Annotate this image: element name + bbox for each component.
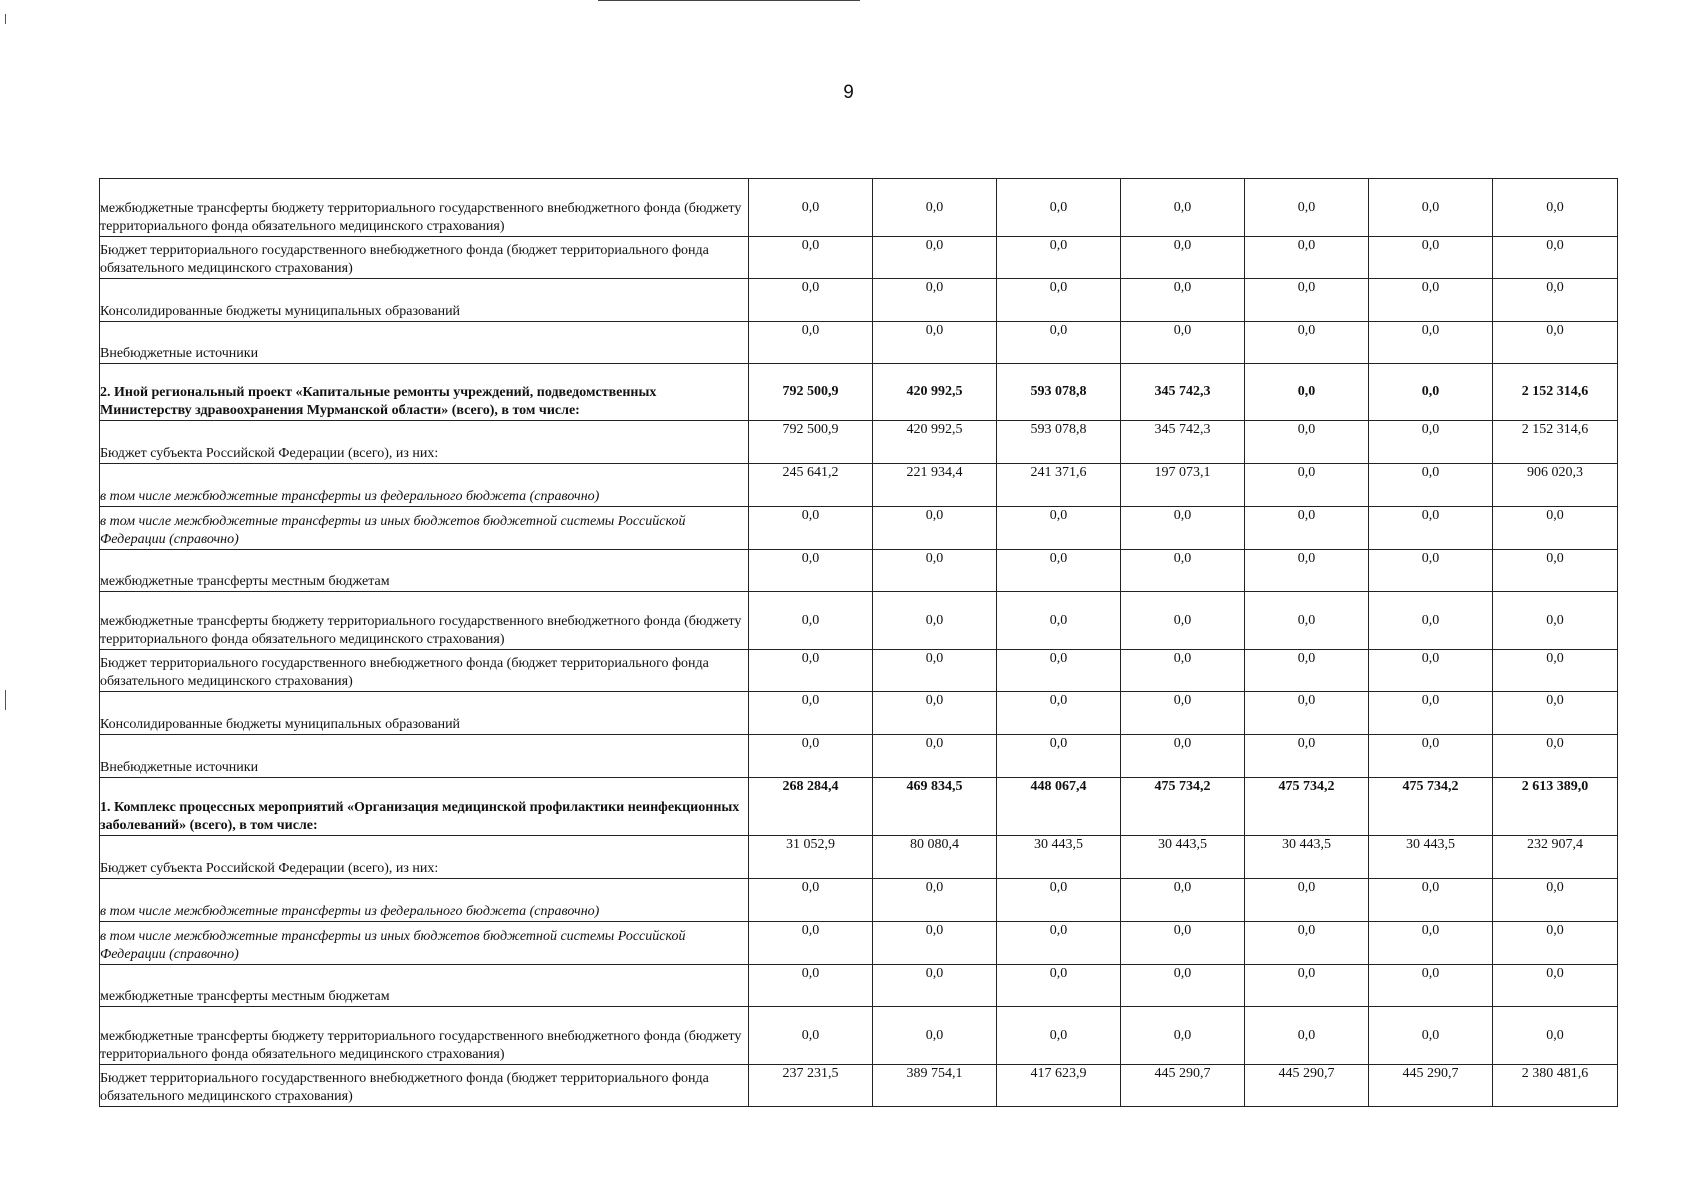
value-cell: 906 020,3 (1493, 464, 1618, 507)
value-cell: 0,0 (1245, 692, 1369, 735)
value-cell: 0,0 (1369, 1007, 1493, 1065)
value-cell: 0,0 (1245, 1007, 1369, 1065)
scan-margin-mark (5, 14, 6, 24)
row-label: межбюджетные трансферты бюджету территориального государственного внебюджетного фонда (бюджету территориального фонда обязательного медицинского страхования) (100, 179, 749, 237)
value-cell: 0,0 (1369, 965, 1493, 1007)
value-cell: 245 641,2 (749, 464, 873, 507)
value-cell: 0,0 (1493, 279, 1618, 322)
value-cell: 0,0 (1493, 922, 1618, 965)
table-row (100, 778, 1618, 836)
value-cell: 0,0 (1369, 279, 1493, 322)
value-cell: 0,0 (873, 879, 997, 922)
value-cell: 0,0 (1245, 179, 1369, 237)
value-cell: 0,0 (1369, 692, 1493, 735)
value-cell: 0,0 (873, 322, 997, 364)
value-cell: 0,0 (997, 592, 1121, 650)
value-cell: 0,0 (1245, 735, 1369, 778)
value-cell: 0,0 (1493, 592, 1618, 650)
value-cell: 0,0 (749, 650, 873, 692)
table-row (100, 922, 1618, 965)
value-cell: 0,0 (997, 179, 1121, 237)
value-cell: 0,0 (1121, 692, 1245, 735)
value-cell: 0,0 (1369, 922, 1493, 965)
scan-top-line (598, 0, 860, 1)
value-cell: 0,0 (1369, 421, 1493, 464)
value-cell: 0,0 (1245, 322, 1369, 364)
scan-margin-mark (5, 690, 6, 710)
value-cell: 0,0 (1121, 735, 1245, 778)
row-label: Внебюджетные источники (100, 322, 749, 364)
value-cell: 445 290,7 (1245, 1065, 1369, 1107)
row-label: 1. Комплекс процессных мероприятий «Организация медицинской профилактики неинфекционных заболеваний» (всего), в том числе: (100, 778, 749, 836)
table-row (100, 179, 1618, 237)
table-row (100, 550, 1618, 592)
value-cell: 0,0 (1121, 550, 1245, 592)
value-cell: 0,0 (749, 237, 873, 279)
value-cell: 30 443,5 (1121, 836, 1245, 879)
value-cell: 0,0 (749, 179, 873, 237)
value-cell: 0,0 (1245, 279, 1369, 322)
value-cell: 0,0 (1369, 592, 1493, 650)
table-row (100, 279, 1618, 322)
value-cell: 445 290,7 (1121, 1065, 1245, 1107)
budget-table-body (100, 179, 1618, 1107)
table-row (100, 507, 1618, 550)
value-cell: 0,0 (749, 965, 873, 1007)
value-cell: 0,0 (997, 650, 1121, 692)
value-cell: 475 734,2 (1121, 778, 1245, 836)
row-label: в том числе межбюджетные трансферты из иных бюджетов бюджетной системы Российской Федерации (справочно) (100, 922, 749, 965)
row-label: Бюджет территориального государственного внебюджетного фонда (бюджет территориального фонда обязательного медицинского страхования) (100, 650, 749, 692)
value-cell: 268 284,4 (749, 778, 873, 836)
value-cell: 0,0 (1369, 507, 1493, 550)
value-cell: 0,0 (1369, 650, 1493, 692)
value-cell: 0,0 (1121, 922, 1245, 965)
value-cell: 420 992,5 (873, 364, 997, 421)
value-cell: 475 734,2 (1369, 778, 1493, 836)
value-cell: 0,0 (1493, 179, 1618, 237)
row-label: межбюджетные трансферты местным бюджетам (100, 550, 749, 592)
row-label: межбюджетные трансферты бюджету территориального государственного внебюджетного фонда (бюджету территориального фонда обязательного медицинского страхования) (100, 1007, 749, 1065)
value-cell: 0,0 (1121, 322, 1245, 364)
value-cell: 0,0 (873, 735, 997, 778)
value-cell: 389 754,1 (873, 1065, 997, 1107)
table-row (100, 592, 1618, 650)
value-cell: 593 078,8 (997, 421, 1121, 464)
value-cell: 0,0 (873, 279, 997, 322)
value-cell: 0,0 (1369, 735, 1493, 778)
value-cell: 0,0 (1369, 322, 1493, 364)
value-cell: 2 380 481,6 (1493, 1065, 1618, 1107)
value-cell: 0,0 (1369, 464, 1493, 507)
value-cell: 0,0 (997, 322, 1121, 364)
value-cell: 0,0 (997, 1007, 1121, 1065)
value-cell: 0,0 (749, 1007, 873, 1065)
table-row (100, 879, 1618, 922)
value-cell: 0,0 (1121, 279, 1245, 322)
value-cell: 0,0 (997, 735, 1121, 778)
value-cell: 0,0 (1245, 421, 1369, 464)
table-row (100, 322, 1618, 364)
value-cell: 0,0 (1245, 922, 1369, 965)
value-cell: 792 500,9 (749, 364, 873, 421)
value-cell: 0,0 (749, 879, 873, 922)
value-cell: 30 443,5 (997, 836, 1121, 879)
value-cell: 0,0 (1369, 879, 1493, 922)
row-label: 2. Иной региональный проект «Капитальные ремонты учреждений, подведомственных Министерству здравоохранения Мурманской области» (всего), в том числе: (100, 364, 749, 421)
value-cell: 0,0 (873, 592, 997, 650)
value-cell: 0,0 (873, 237, 997, 279)
value-cell: 241 371,6 (997, 464, 1121, 507)
value-cell: 0,0 (749, 692, 873, 735)
value-cell: 0,0 (997, 965, 1121, 1007)
table-row (100, 735, 1618, 778)
value-cell: 0,0 (749, 735, 873, 778)
value-cell: 0,0 (1121, 592, 1245, 650)
value-cell: 232 907,4 (1493, 836, 1618, 879)
value-cell: 0,0 (997, 922, 1121, 965)
value-cell: 0,0 (873, 179, 997, 237)
value-cell: 197 073,1 (1121, 464, 1245, 507)
value-cell: 0,0 (1493, 1007, 1618, 1065)
table-row (100, 237, 1618, 279)
value-cell: 0,0 (1369, 364, 1493, 421)
value-cell: 221 934,4 (873, 464, 997, 507)
table-row (100, 650, 1618, 692)
value-cell: 0,0 (1245, 650, 1369, 692)
value-cell: 792 500,9 (749, 421, 873, 464)
row-label: Бюджет территориального государственного внебюджетного фонда (бюджет территориального фонда обязательного медицинского страхования) (100, 237, 749, 279)
value-cell: 345 742,3 (1121, 364, 1245, 421)
value-cell: 0,0 (1245, 965, 1369, 1007)
value-cell: 0,0 (1369, 179, 1493, 237)
row-label: Консолидированные бюджеты муниципальных образований (100, 692, 749, 735)
row-label: Консолидированные бюджеты муниципальных образований (100, 279, 749, 322)
value-cell: 0,0 (1493, 692, 1618, 735)
value-cell: 0,0 (1245, 364, 1369, 421)
value-cell: 0,0 (873, 922, 997, 965)
value-cell: 0,0 (1493, 879, 1618, 922)
value-cell: 0,0 (997, 879, 1121, 922)
table-row (100, 692, 1618, 735)
value-cell: 0,0 (1245, 550, 1369, 592)
value-cell: 0,0 (749, 322, 873, 364)
value-cell: 0,0 (749, 592, 873, 650)
value-cell: 0,0 (1121, 1007, 1245, 1065)
value-cell: 0,0 (873, 692, 997, 735)
value-cell: 0,0 (1493, 735, 1618, 778)
value-cell: 469 834,5 (873, 778, 997, 836)
value-cell: 0,0 (1121, 507, 1245, 550)
value-cell: 237 231,5 (749, 1065, 873, 1107)
row-label: Бюджет территориального государственного внебюджетного фонда (бюджет территориального фонда обязательного медицинского страхования) (100, 1065, 749, 1107)
value-cell: 0,0 (1493, 237, 1618, 279)
value-cell: 2 152 314,6 (1493, 421, 1618, 464)
value-cell: 0,0 (1493, 650, 1618, 692)
value-cell: 0,0 (1493, 322, 1618, 364)
table-row (100, 364, 1618, 421)
value-cell: 0,0 (749, 279, 873, 322)
value-cell: 475 734,2 (1245, 778, 1369, 836)
value-cell: 0,0 (1493, 965, 1618, 1007)
row-label: межбюджетные трансферты бюджету территориального государственного внебюджетного фонда (бюджету территориального фонда обязательного медицинского страхования) (100, 592, 749, 650)
value-cell: 0,0 (1121, 965, 1245, 1007)
value-cell: 0,0 (1245, 879, 1369, 922)
value-cell: 0,0 (873, 507, 997, 550)
value-cell: 593 078,8 (997, 364, 1121, 421)
value-cell: 0,0 (873, 1007, 997, 1065)
value-cell: 0,0 (749, 550, 873, 592)
value-cell: 0,0 (1121, 237, 1245, 279)
value-cell: 448 067,4 (997, 778, 1121, 836)
value-cell: 0,0 (1245, 464, 1369, 507)
value-cell: 420 992,5 (873, 421, 997, 464)
value-cell: 2 613 389,0 (1493, 778, 1618, 836)
value-cell: 0,0 (873, 650, 997, 692)
row-label: Бюджет субъекта Российской Федерации (всего), из них: (100, 836, 749, 879)
value-cell: 345 742,3 (1121, 421, 1245, 464)
value-cell: 0,0 (1369, 550, 1493, 592)
table-row (100, 836, 1618, 879)
row-label: в том числе межбюджетные трансферты из федерального бюджета (справочно) (100, 464, 749, 507)
row-label: Внебюджетные источники (100, 735, 749, 778)
page-number: 9 (843, 82, 854, 103)
value-cell: 2 152 314,6 (1493, 364, 1618, 421)
table-row (100, 1065, 1618, 1107)
value-cell: 0,0 (1245, 507, 1369, 550)
table-row (100, 1007, 1618, 1065)
value-cell: 0,0 (997, 692, 1121, 735)
value-cell: 0,0 (1493, 550, 1618, 592)
value-cell: 0,0 (873, 965, 997, 1007)
value-cell: 0,0 (1121, 179, 1245, 237)
value-cell: 0,0 (749, 922, 873, 965)
table-row (100, 965, 1618, 1007)
value-cell: 0,0 (1493, 507, 1618, 550)
table-row (100, 421, 1618, 464)
row-label: межбюджетные трансферты местным бюджетам (100, 965, 749, 1007)
value-cell: 417 623,9 (997, 1065, 1121, 1107)
table-row (100, 464, 1618, 507)
value-cell: 0,0 (997, 550, 1121, 592)
value-cell: 0,0 (1121, 650, 1245, 692)
value-cell: 0,0 (997, 279, 1121, 322)
value-cell: 30 443,5 (1245, 836, 1369, 879)
value-cell: 0,0 (997, 237, 1121, 279)
value-cell: 80 080,4 (873, 836, 997, 879)
value-cell: 0,0 (873, 550, 997, 592)
value-cell: 0,0 (1245, 237, 1369, 279)
row-label: в том числе межбюджетные трансферты из федерального бюджета (справочно) (100, 879, 749, 922)
value-cell: 0,0 (1369, 237, 1493, 279)
value-cell: 445 290,7 (1369, 1065, 1493, 1107)
value-cell: 0,0 (749, 507, 873, 550)
row-label: в том числе межбюджетные трансферты из иных бюджетов бюджетной системы Российской Федерации (справочно) (100, 507, 749, 550)
budget-table (99, 178, 1618, 1107)
value-cell: 31 052,9 (749, 836, 873, 879)
value-cell: 0,0 (997, 507, 1121, 550)
value-cell: 0,0 (1121, 879, 1245, 922)
value-cell: 0,0 (1245, 592, 1369, 650)
row-label: Бюджет субъекта Российской Федерации (всего), из них: (100, 421, 749, 464)
value-cell: 30 443,5 (1369, 836, 1493, 879)
